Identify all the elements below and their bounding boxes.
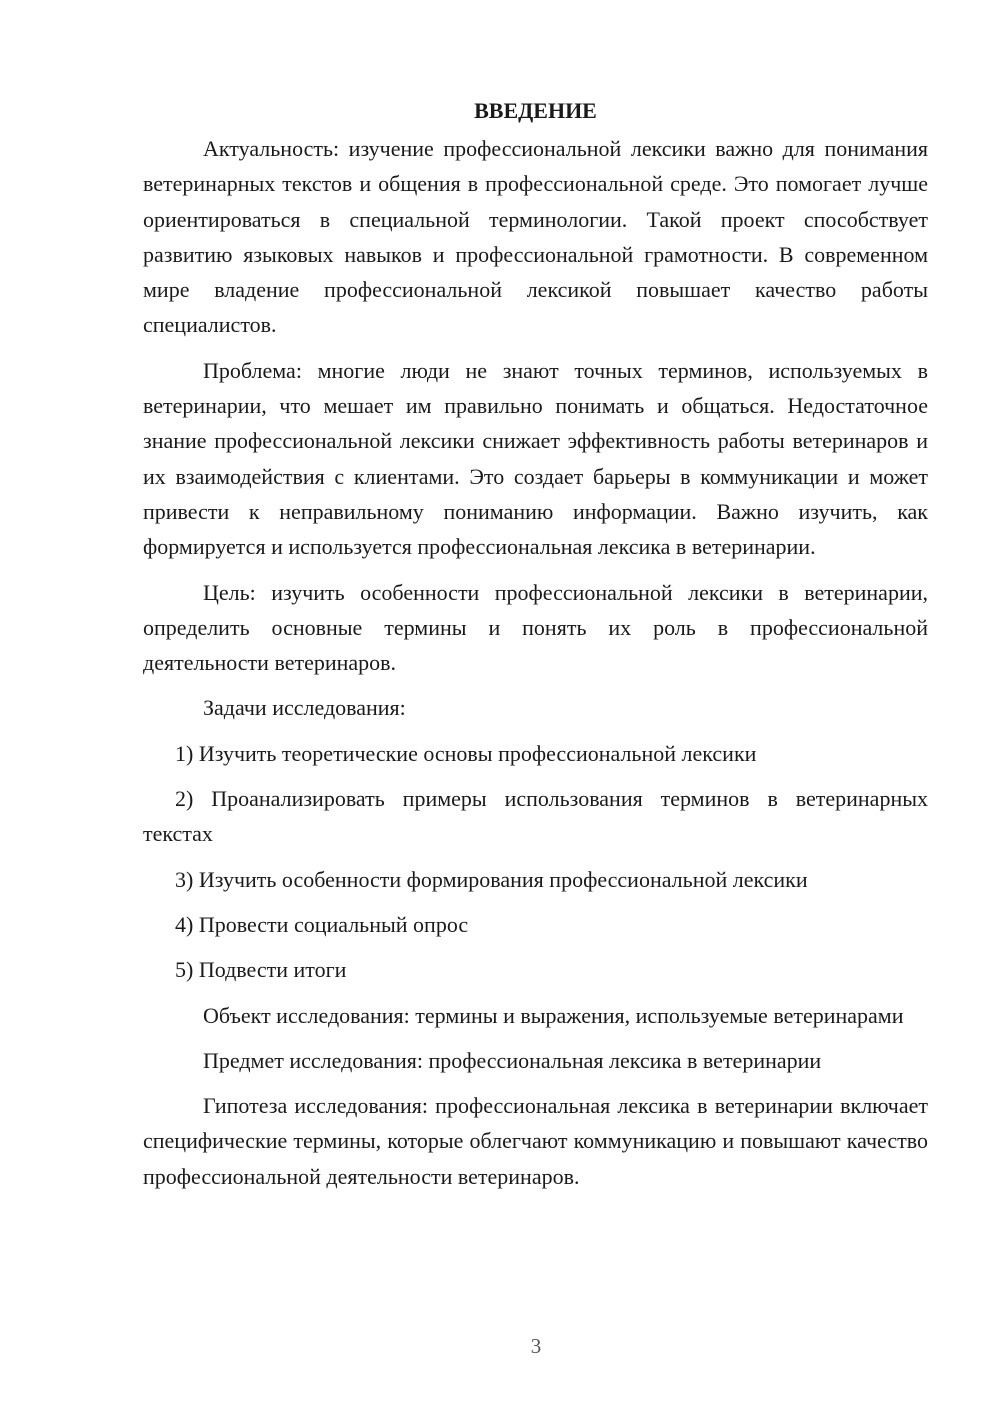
page-number: 3 xyxy=(530,1334,542,1358)
task-item-1: 1) Изучить теоретические основы профессиональной лексики xyxy=(175,740,757,766)
object-paragraph: Объект исследования: термины и выражения, используемые ветеринарами xyxy=(203,1002,904,1028)
relevance-paragraph: Актуальность: изучение профессиональной лексики важно для понимания ветеринарных текстов и общения в профессиональной среде. Это помогает лучше ориентироваться в специальной терминологии. Такой проект способствует развитию языковых навыков и профессиональной грамотности. В современном мире владение профессиональной лексикой повышает качество работы специалистов. xyxy=(143,136,928,338)
task-item-3: 3) Изучить особенности формирования профессиональной лексики xyxy=(175,866,808,892)
hypothesis-paragraph: Гипотеза исследования: профессиональная лексика в ветеринарии включает специфические термины, которые облегчают коммуникацию и повышают качество профессиональной деятельности ветеринаров. xyxy=(143,1093,928,1189)
task-item-5: 5) Подвести итоги xyxy=(175,957,347,983)
section-title: ВВЕДЕНИЕ xyxy=(474,98,597,123)
goal-paragraph: Цель: изучить особенности профессиональной лексики в ветеринарии, определить основные термины и понять их роль в профессиональной деятельности ветеринаров. xyxy=(143,579,928,676)
task-item-2: 2) Проанализировать примеры использования терминов в ветеринарных текстах xyxy=(143,786,928,847)
task-item-4: 4) Провести социальный опрос xyxy=(175,911,469,937)
tasks-heading: Задачи исследования: xyxy=(203,695,406,721)
subject-paragraph: Предмет исследования: профессиональная лексика в ветеринарии xyxy=(203,1047,822,1073)
problem-paragraph: Проблема: многие люди не знают точных терминов, используемых в ветеринарии, что мешает им правильно понимать и общаться. Недостаточное знание профессиональной лексики снижает эффективность работы ветеринаров и их взаимодействия с клиентами. Это создает барьеры в коммуникации и может привести к неправильному пониманию информации. Важно изучить, как формируется и используется профессиональная лексика в ветеринарии. xyxy=(143,357,928,560)
document-page xyxy=(143,96,928,1204)
